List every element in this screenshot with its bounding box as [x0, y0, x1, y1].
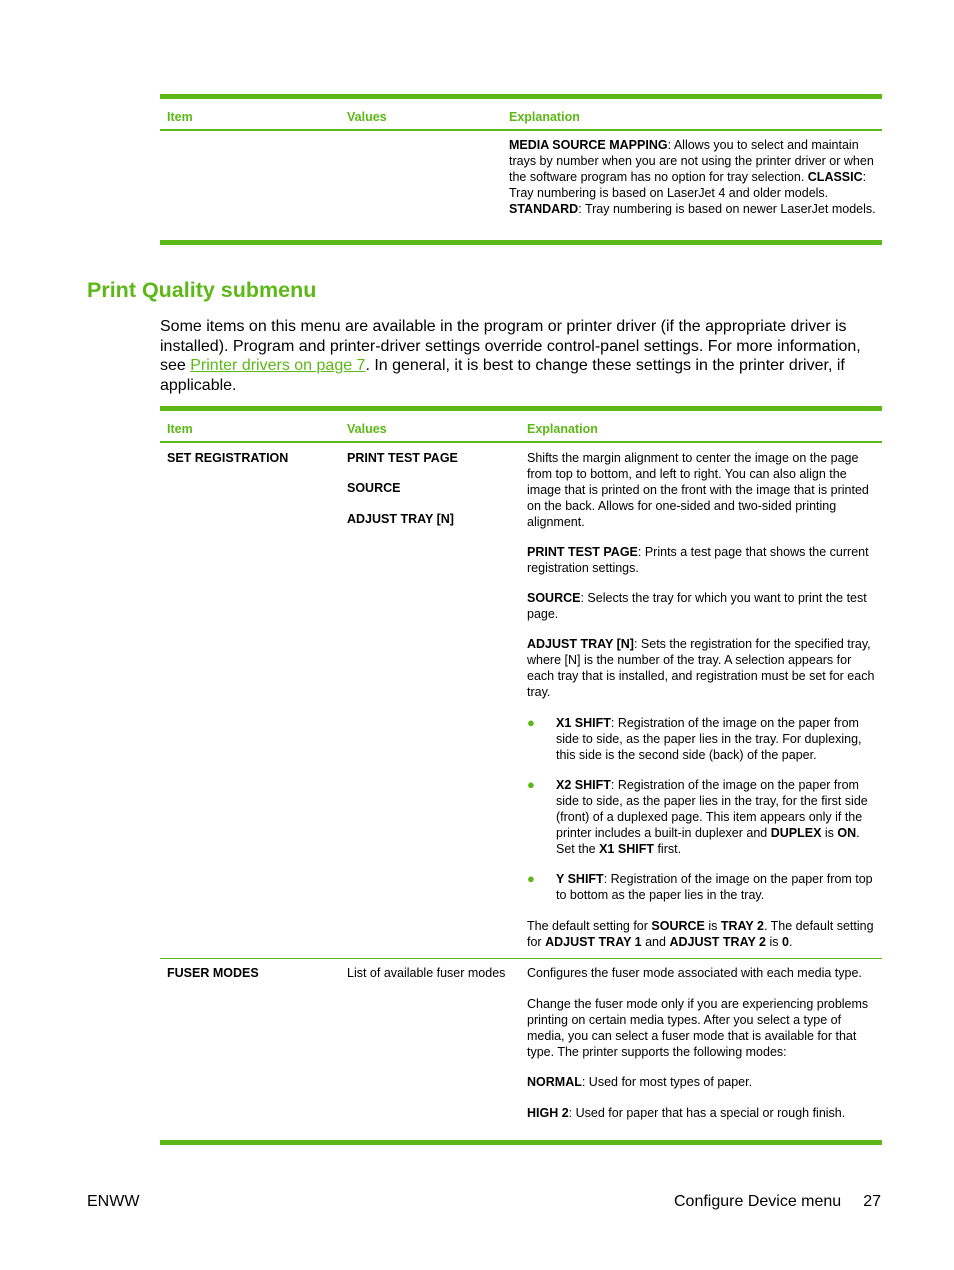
- y-shift-text: : Registration of the image on the paper from top to bottom as the paper lies in the tray.: [556, 872, 873, 902]
- intro-text-2: . In general, it is best to change these settings in the printer driver, if applicable.: [160, 357, 845, 394]
- table-header-row: [160, 411, 882, 443]
- default-adjust-tray-1: ADJUST TRAY 1: [545, 935, 642, 949]
- list-item: [527, 777, 879, 857]
- bullet-icon: ●: [527, 777, 535, 792]
- print-test-page-text: : Prints a test page that shows the current registration settings.: [527, 545, 869, 575]
- default-tray2: TRAY 2: [720, 919, 764, 933]
- footer-left: ENWW: [87, 1193, 140, 1210]
- default-text-2: . The default setting for: [527, 919, 874, 949]
- set-registration-intro: Shifts the margin alignment to center the image on the page from top to bottom, and left to right. You can also align the image that is printed on the front with the image that is printed on the back. Allows for one-sided and two-sided printing alignment.: [527, 451, 869, 529]
- media-source-mapping-label: MEDIA SOURCE MAPPING: [509, 138, 668, 152]
- default-adjust-tray-2: ADJUST TRAY 2: [669, 935, 766, 949]
- high2-label: HIGH 2: [527, 1106, 569, 1120]
- set-registration-item: SET REGISTRATION: [167, 451, 289, 465]
- media-source-mapping-explanation: [509, 137, 879, 217]
- table-bottom-rule: [160, 1140, 882, 1145]
- default-text-1: The default setting for: [527, 919, 652, 933]
- media-source-mapping-text: : Allows you to select and maintain trays by number when you are not using the printer driver or when the software program has no option for tray selection.: [509, 138, 874, 184]
- row-divider: [160, 958, 882, 959]
- normal-label: NORMAL: [527, 1075, 582, 1089]
- list-item: [527, 871, 879, 903]
- source-desc: [527, 590, 879, 622]
- fuser-modes-item: FUSER MODES: [167, 966, 259, 980]
- value-source: SOURCE: [347, 481, 401, 495]
- intro-text-1: Some items on this menu are available in the program or printer driver (if the appropriate driver is installed). Program and printer-driver settings override control-panel settings. For more information, see: [160, 318, 861, 374]
- table-header-row: [160, 99, 882, 131]
- x1-shift-label: X1 SHIFT: [556, 716, 611, 730]
- fuser-modes-p2: Change the fuser mode only if you are experiencing problems printing on certain media types. After you select a type of media, you can select a fuser mode that is available for that type. The printer supports the following modes:: [527, 997, 869, 1059]
- header-explanation: Explanation: [527, 422, 598, 436]
- top-table: [160, 94, 882, 246]
- print-quality-table: [160, 406, 882, 1146]
- bullet-icon: ●: [527, 871, 535, 886]
- default-and: and: [641, 935, 670, 949]
- adjust-tray-desc: [527, 636, 879, 700]
- section-intro: [160, 317, 890, 395]
- standard-text: : Tray numbering is based on newer LaserJet models.: [578, 202, 876, 216]
- fuser-modes-values: List of available fuser modes: [347, 966, 506, 980]
- standard-label: STANDARD: [509, 202, 579, 216]
- x2-shift-text: : Registration of the image on the paper from side to side, as the paper lies in the tray, for the first side (front) of a duplexed page. This item appears only if the printer includes a built-in duplexer and: [556, 778, 868, 840]
- value-print-test-page: PRINT TEST PAGE: [347, 451, 458, 465]
- classic-label: CLASSIC: [807, 170, 863, 184]
- default-is-2: is: [766, 935, 782, 949]
- x1-shift-text: : Registration of the image on the paper from side to side, as the paper lies in the tray. For duplexing, this side is the second side (back) of the paper.: [556, 716, 862, 762]
- bullet-icon: ●: [527, 715, 535, 730]
- fuser-modes-p1: Configures the fuser mode associated with each media type.: [527, 966, 862, 980]
- header-item: Item: [167, 422, 193, 436]
- high2-text: : Used for paper that has a special or rough finish.: [568, 1106, 846, 1120]
- table-bottom-rule: [160, 240, 882, 245]
- duplex-keyword: DUPLEX: [770, 826, 822, 840]
- default-end: .: [788, 935, 793, 949]
- high2-mode-desc: [527, 1105, 879, 1121]
- x2-first: first.: [653, 842, 682, 856]
- value-adjust-tray: ADJUST TRAY [N]: [347, 512, 454, 526]
- default-source: SOURCE: [651, 919, 705, 933]
- list-item: [527, 715, 879, 763]
- printer-drivers-link[interactable]: Printer drivers on page 7: [190, 357, 366, 374]
- print-test-page-label: PRINT TEST PAGE: [527, 545, 638, 559]
- header-explanation: Explanation: [509, 110, 580, 124]
- default-zero: 0: [781, 935, 789, 949]
- x2-shift-label: X2 SHIFT: [556, 778, 611, 792]
- set-registration-explanation: [527, 450, 879, 950]
- classic-text: : Tray numbering is based on LaserJet 4 and older models.: [509, 170, 867, 200]
- header-values: Values: [347, 422, 387, 436]
- fuser-modes-explanation: [527, 965, 879, 1121]
- source-label: SOURCE: [527, 591, 581, 605]
- y-shift-label: Y SHIFT: [556, 872, 604, 886]
- default-is: is: [704, 919, 721, 933]
- header-values: Values: [347, 110, 387, 124]
- x2-is: is: [821, 826, 838, 840]
- footer-section-title: Configure Device menu: [674, 1193, 842, 1210]
- on-keyword: ON: [837, 826, 857, 840]
- page-number: 27: [863, 1193, 881, 1210]
- footer-right: [674, 1193, 881, 1211]
- normal-text: : Used for most types of paper.: [581, 1075, 753, 1089]
- normal-mode-desc: [527, 1074, 879, 1090]
- print-test-page-desc: [527, 544, 879, 576]
- x1-shift-keyword: X1 SHIFT: [599, 842, 654, 856]
- adjust-tray-label: ADJUST TRAY [N]: [527, 637, 634, 651]
- section-title: Print Quality submenu: [87, 278, 317, 302]
- adjust-tray-text: : Sets the registration for the specified tray, where [N] is the number of the tray. A selection appears for each tray that is installed, and registration must be set for each tray.: [527, 637, 875, 699]
- default-settings-desc: [527, 918, 879, 950]
- source-text: : Selects the tray for which you want to print the test page.: [527, 591, 867, 621]
- x2-set-the: . Set the: [556, 826, 860, 856]
- header-item: Item: [167, 110, 193, 124]
